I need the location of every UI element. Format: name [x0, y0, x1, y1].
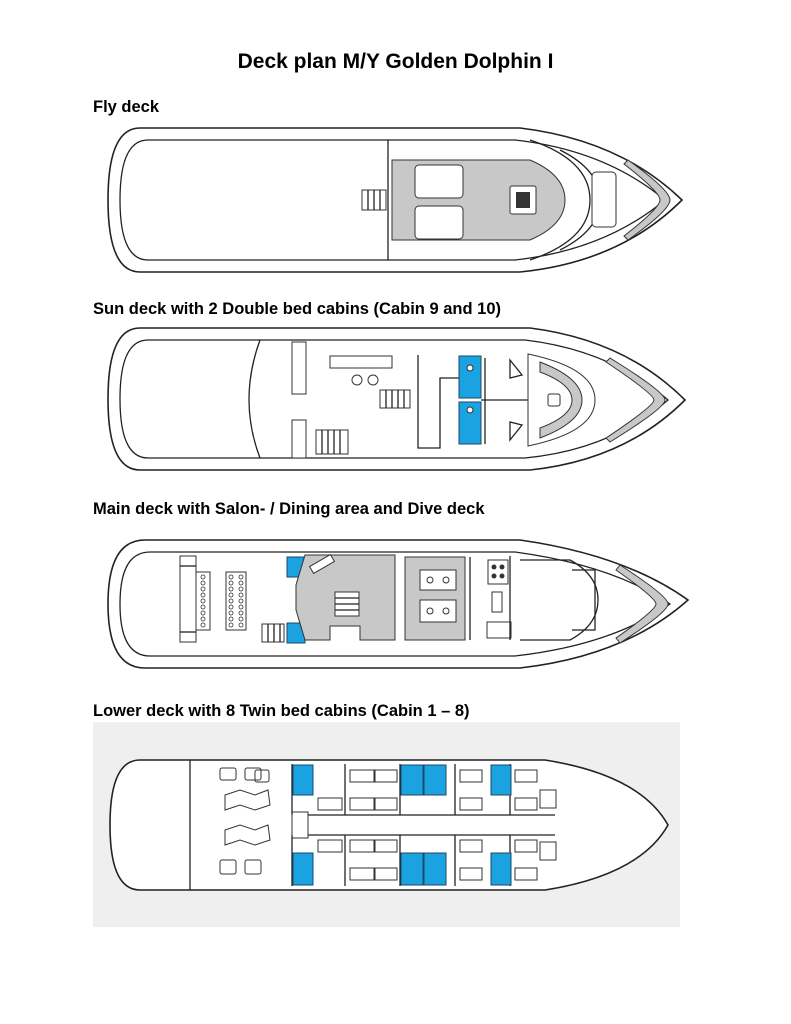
cabin-bathroom — [401, 853, 423, 885]
lower-deck-stairs — [292, 812, 308, 838]
cabin-bathroom — [491, 853, 511, 885]
cabin-bathroom — [401, 765, 423, 795]
lower-deck-label: Lower deck with 8 Twin bed cabins (Cabin 1 – 8) — [93, 702, 470, 720]
page-title: Deck plan M/Y Golden Dolphin I — [237, 50, 554, 73]
cabin-bathroom — [424, 853, 446, 885]
main-deck-label: Main deck with Salon- / Dining area and Dive deck — [93, 500, 485, 518]
cabin-bathroom — [293, 853, 313, 885]
cabin-bathroom — [424, 765, 446, 795]
cabin-bathroom — [293, 765, 313, 795]
sun-deck-label: Sun deck with 2 Double bed cabins (Cabin 9 and 10) — [93, 300, 501, 318]
cabin-bathroom — [491, 765, 511, 795]
fly-deck-label: Fly deck — [93, 98, 160, 116]
